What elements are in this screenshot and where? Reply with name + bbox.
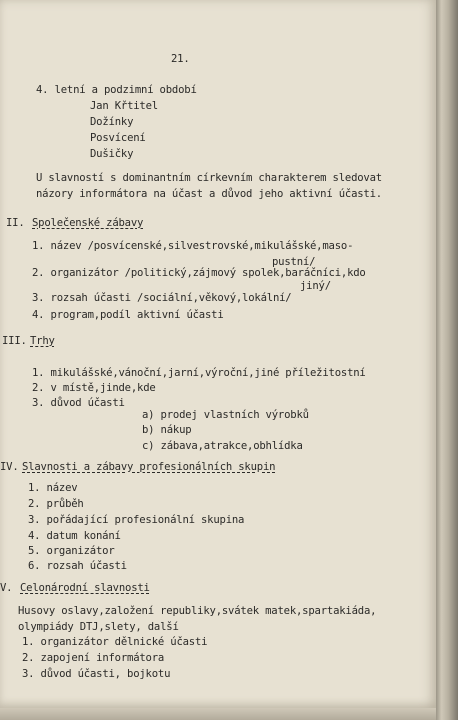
section-number: II. bbox=[6, 217, 25, 229]
list-item: 1. mikulášské,vánoční,jarní,výroční,jiné příležitostní bbox=[32, 367, 366, 379]
page-number: 21. bbox=[171, 53, 190, 65]
list-item: Dožínky bbox=[90, 116, 134, 128]
section-heading: Trhy bbox=[30, 335, 55, 347]
list-item: 1. název bbox=[28, 482, 78, 494]
list-item: a) prodej vlastních výrobků bbox=[142, 409, 309, 421]
list-item: 2. průběh bbox=[28, 498, 84, 510]
list-item: jiný/ bbox=[300, 280, 331, 292]
paragraph-line: U slavností s dominantním církevním charakterem sledovat bbox=[36, 172, 382, 184]
list-item: Jan Křtitel bbox=[90, 100, 158, 112]
list-item: 3. důvod účasti, bojkotu bbox=[22, 668, 171, 680]
list-item: 5. organizátor bbox=[28, 545, 115, 557]
list-item: 4. datum konání bbox=[28, 530, 121, 542]
list-item: c) zábava,atrakce,obhlídka bbox=[142, 440, 303, 452]
list-item: pustní/ bbox=[272, 256, 316, 268]
page-edge bbox=[436, 0, 458, 720]
section-heading: Celonárodní slavnosti bbox=[20, 582, 150, 594]
list-item: 3. pořádající profesionální skupina bbox=[28, 514, 245, 526]
list-item: 2. zapojení informátora bbox=[22, 652, 165, 664]
section-number: III. bbox=[2, 335, 27, 347]
paragraph-line: olympiády DTJ,slety, další bbox=[18, 621, 179, 633]
list-item: 1. název /posvícenské,silvestrovské,mikulášské,maso- bbox=[32, 240, 354, 252]
list-item: 1. organizátor dělnické účasti bbox=[22, 636, 208, 648]
list-item: 2. organizátor /politický,zájmový spolek,baráčníci,kdo bbox=[32, 267, 366, 279]
section-heading: Společenské zábavy bbox=[32, 217, 144, 229]
list-item: b) nákup bbox=[142, 424, 192, 436]
list-item: Posvícení bbox=[90, 132, 146, 144]
list-item: 6. rozsah účasti bbox=[28, 560, 127, 572]
list-item: 4. letní a podzimní období bbox=[36, 84, 197, 96]
page-bottom-edge bbox=[0, 708, 436, 720]
section-number: V. bbox=[0, 582, 13, 594]
paragraph-line: Husovy oslavy,založení republiky,svátek matek,spartakiáda, bbox=[18, 605, 377, 617]
paragraph-line: názory informátora na účast a důvod jeho aktivní účasti. bbox=[36, 188, 382, 200]
section-heading: Slavnosti a zábavy profesionálních skupin bbox=[22, 461, 276, 473]
list-item: 3. rozsah účasti /sociální,věkový,lokální/ bbox=[32, 292, 292, 304]
list-item: 3. důvod účasti bbox=[32, 397, 125, 409]
section-number: IV. bbox=[0, 461, 19, 473]
list-item: 4. program,podíl aktivní účasti bbox=[32, 309, 224, 321]
list-item: 2. v místě,jinde,kde bbox=[32, 382, 156, 394]
list-item: Dušičky bbox=[90, 148, 134, 160]
